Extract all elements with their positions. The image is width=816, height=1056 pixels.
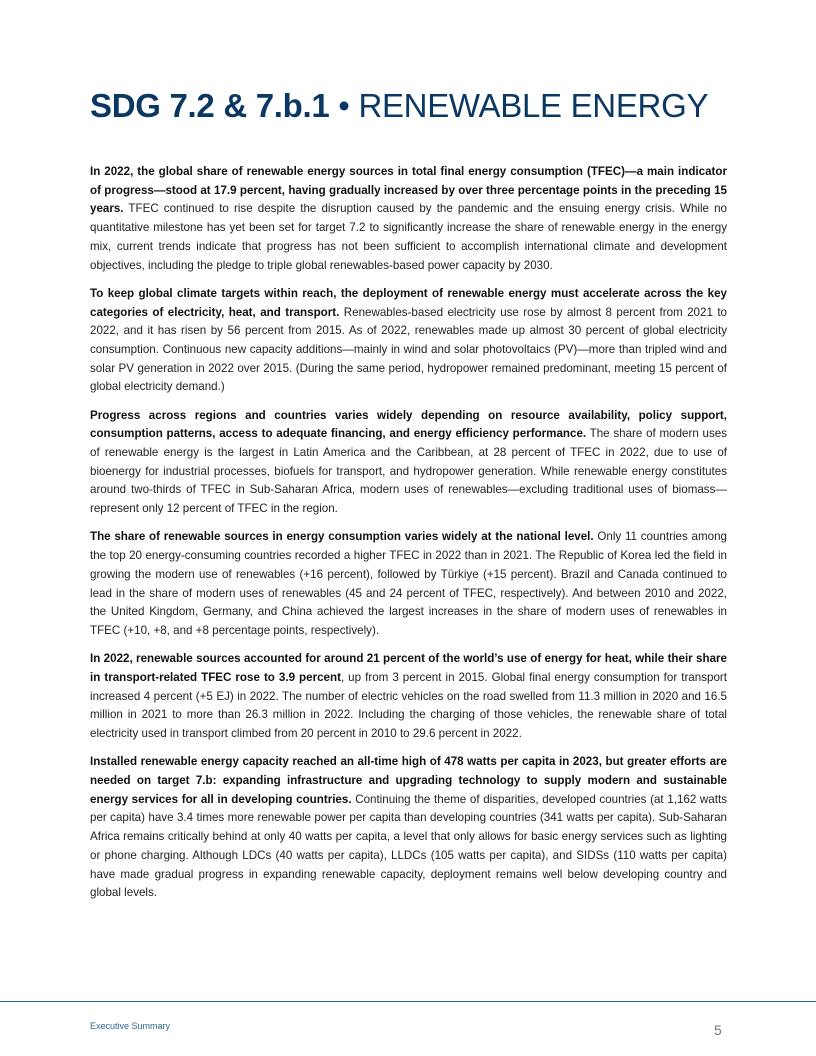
title-separator: • (329, 87, 359, 124)
title-topic: RENEWABLE ENERGY (358, 87, 709, 124)
page-title (90, 84, 730, 128)
paragraph-body: TFEC continued to rise despite the disruption caused by the pandemic and the ensuing energy crisis. While no quantitative milestone has yet been set for target 7.2 to significantly increase the share of renewable energy in the energy mix, current trends indicate that progress has not been sufficient to accomplish international climate and development objectives, including the pledge to triple global renewables-based power capacity by 2030. (90, 202, 727, 272)
paragraph-climate-targets (90, 285, 727, 397)
paragraph-global-share (90, 163, 727, 275)
title-code: SDG 7.2 & 7.b.1 (90, 87, 330, 124)
footer-section-label: Executive Summary (90, 1021, 171, 1031)
paragraph-lead: To keep global climate targets within reach, the deployment of renewable energy must accelerate across the key categories of electricity, heat, and transport. (90, 286, 727, 319)
paragraph-heat-transport (90, 650, 727, 744)
body-text (90, 163, 727, 913)
paragraph-lead: In 2022, the global share of renewable energy sources in total final energy consumption (TFEC)—a main indicator of progress—stood at 17.9 percent, having gradually increased by over three percentage points in the preceding 15 years. (90, 165, 727, 216)
paragraph-lead: Progress across regions and countries varies widely depending on resource availability, policy support, consumption patterns, access to adequate financing, and energy efficiency performance. (90, 408, 727, 441)
paragraph-installed-capacity (90, 753, 727, 903)
paragraph-lead: The share of renewable sources in energy consumption varies widely at the national level. (90, 530, 594, 544)
paragraph-lead: In 2022, renewable sources accounted for around 21 percent of the world’s use of energy for heat, while their share in transport-related TFEC rose to 3.9 percent (90, 652, 727, 684)
paragraph-regional-progress (90, 407, 727, 519)
paragraph-national-level (90, 528, 727, 640)
paragraph-body: Continuing the theme of disparities, developed countries (at 1,162 watts per capita) have 3.4 times more renewable power per capita than developing countries (341 watts per capita). Sub-Saharan Africa remains critically behind at only 40 watts per capita, a level that only allows for basic energy services such as lighting or phone charging. Although LDCs (40 watts per capita), LLDCs (105 watts per capita), and SIDSs (110 watts per capita) have made gradual progress in expanding renewable capacity, deployment remains well below developing country and global levels. (90, 792, 727, 900)
footer-divider (0, 1001, 816, 1002)
paragraph-body: , up from 3 percent in 2015. Global final energy consumption for transport increased 4 percent (+5 EJ) in 2022. The number of electric vehicles on the road swelled from 11.3 million in 2020 and 16.5 million in 2021 to more than 26.3 million in 2022. Including the charging of those vehicles, the renewable share of total electricity used in transport climbed from 20 percent in 2010 to 29.6 percent in 2022. (90, 670, 727, 741)
paragraph-lead: Installed renewable energy capacity reached an all-time high of 478 watts per capita in 2023, but greater efforts are needed on target 7.b: expanding infrastructure and upgrading technology to supply modern and sustainable energy services for all in developing countries. (90, 755, 727, 806)
paragraph-body: The share of modern uses of renewable energy is the largest in Latin America and the Caribbean, at 28 percent of TFEC in 2022, due to use of bioenergy for industrial processes, biofuels for transport, and hydropower generation. While renewable energy constitutes around two-thirds of TFEC in Sub-Saharan Africa, modern uses of renewables—excluding traditional uses of biomass—represent only 12 percent of TFEC in the region. (90, 427, 727, 516)
paragraph-body: Only 11 countries among the top 20 energy-consuming countries recorded a higher TFEC in 2022 than in 2021. The Republic of Korea led the field in growing the modern use of renewables (+16 percent), followed by Türkiye (+15 percent). Brazil and Canada continued to lead in the share of modern uses of renewables (45 and 24 percent of TFEC, respectively). And between 2010 and 2022, the United Kingdom, Germany, and China achieved the largest increases in the share of modern uses of renewables in TFEC (+10, +8, and +8 percentage points, respectively). (90, 530, 727, 637)
paragraph-body: Renewables-based electricity use rose by almost 8 percent from 2021 to 2022, and it has risen by 56 percent from 2015. As of 2022, renewables made up almost 30 percent of global electricity consumption. Continuous new capacity additions—mainly in wind and solar photovoltaics (PV)—more than tripled wind and solar PV generation in 2022 over 2015. (During the same period, hydropower remained predominant, meeting 15 percent of global electricity demand.) (90, 305, 727, 394)
page-number: 5 (714, 1022, 722, 1038)
